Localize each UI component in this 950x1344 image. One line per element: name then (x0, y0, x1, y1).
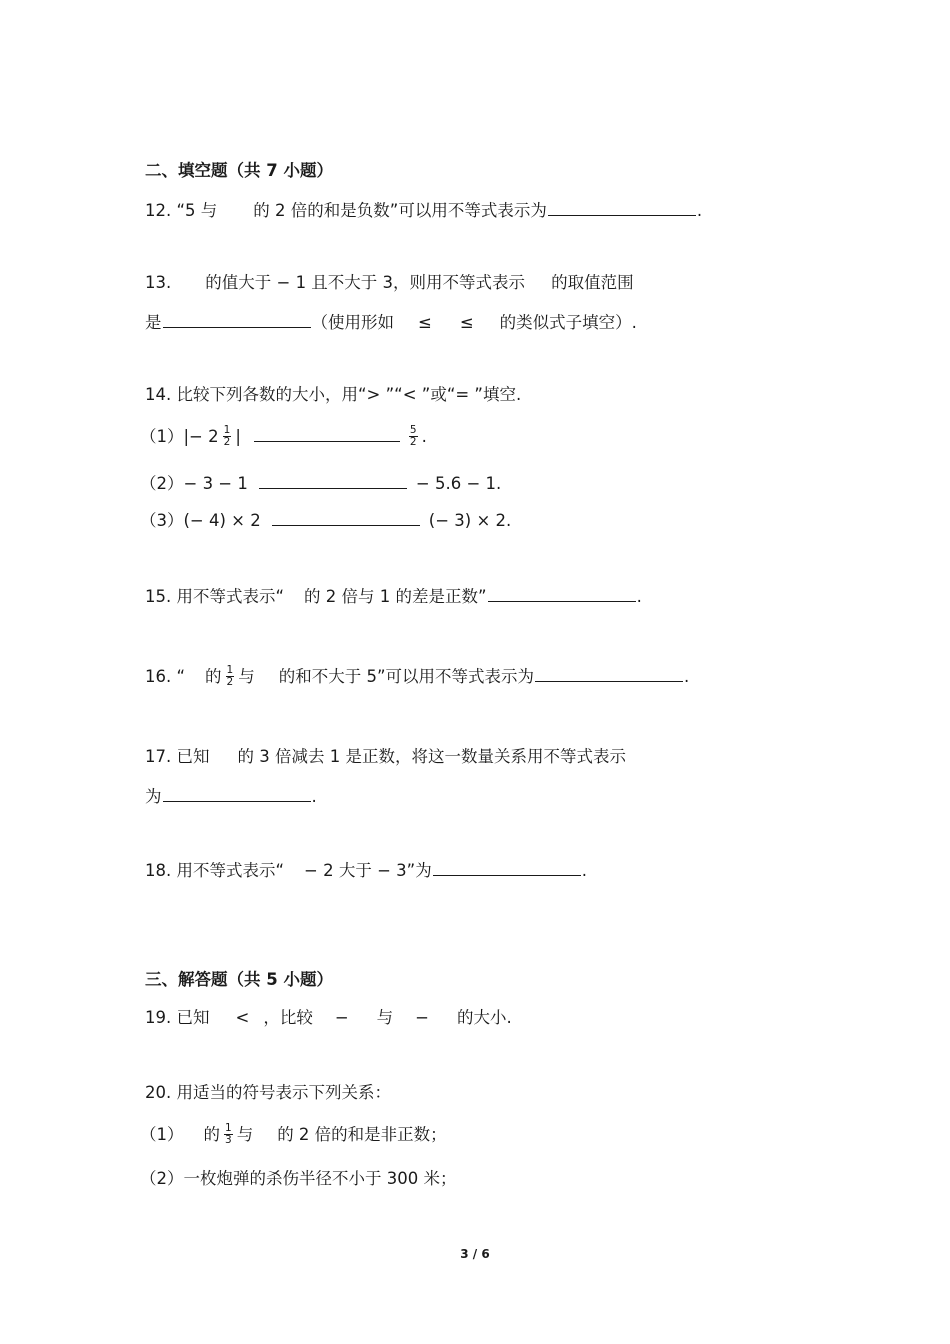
q12-text-b: 的 2 倍的和是负数”可以用不等式表示为 (253, 201, 547, 220)
q18-text-a: 18. 用不等式表示“ (145, 861, 285, 880)
q16-text-b: 的 (205, 667, 222, 686)
fraction-denominator: 3 (225, 1134, 232, 1146)
q20-p1-text-c: 与 (236, 1125, 254, 1144)
q12-text-a: 12. “5 与 (145, 201, 218, 220)
q19-minus-1: − (334, 1008, 349, 1027)
q19-text-c: 与 (376, 1008, 394, 1027)
q12-end: . (696, 201, 703, 220)
page-number: 3 / 6 (460, 1247, 490, 1261)
fraction-numerator: 1 (223, 424, 231, 436)
question-20-stem: 20. 用适当的符号表示下列关系： (145, 1083, 391, 1102)
q13-text-b: 的值大于 − 1 且不大于 3，则用不等式表示 (205, 273, 526, 292)
q16-text-c: 与 (238, 667, 255, 686)
q17-text-a: 17. 已知 (145, 747, 210, 766)
question-13-line-2 (145, 310, 637, 334)
q19-text-a: 19. 已知 (145, 1008, 210, 1027)
question-17-line-2 (145, 784, 317, 808)
answer-blank-18[interactable] (433, 858, 581, 876)
q20-p1-text-b: 的 (203, 1125, 220, 1144)
q16-text-d: 的和不大于 5”可以用不等式表示为 (278, 667, 535, 686)
fraction-denominator: 2 (409, 436, 417, 448)
q14-p1-abs-right: | (235, 427, 241, 446)
q20-fraction (224, 1123, 233, 1146)
answer-blank-14-3[interactable] (272, 508, 420, 526)
question-18 (145, 858, 587, 882)
question-14-part-1 (140, 424, 427, 449)
q13-text-a: 13. (145, 273, 172, 292)
q14-p1-label: （1） (140, 427, 184, 446)
question-14-stem: 14. 比较下列各数的大小，用“> ”“< ”或“= ”填空. (145, 385, 522, 404)
q15-text-b: 的 2 倍与 1 的差是正数” (304, 587, 487, 606)
answer-blank-14-2[interactable] (259, 471, 407, 489)
question-12 (145, 198, 702, 222)
question-14-part-3 (140, 508, 511, 532)
question-19 (145, 1007, 512, 1029)
q16-text-a: 16. “ (145, 667, 186, 686)
q15-text-a: 15. 用不等式表示“ (145, 587, 285, 606)
fraction-numerator: 1 (226, 664, 234, 676)
question-14-part-2 (140, 471, 501, 495)
question-20-part-1 (140, 1124, 447, 1147)
q18-end: . (581, 861, 587, 880)
question-16 (145, 664, 689, 689)
q13-text-f: 的类似式子填空）. (499, 313, 637, 332)
fraction-numerator: 1 (225, 1122, 232, 1134)
q17-text-c: 为 (145, 787, 162, 806)
q14-p2-left: （2）− 3 − 1 (140, 474, 248, 493)
q13-text-e: （使用形如 (311, 313, 394, 332)
answer-blank-15[interactable] (488, 584, 636, 602)
answer-blank-12[interactable] (548, 198, 696, 216)
q13-text-c: 的取值范围 (551, 273, 634, 292)
q14-p3-right: (− 3) × 2. (428, 511, 512, 530)
question-20-part-2: （2）一枚炮弹的杀伤半径不小于 300 米； (140, 1169, 457, 1188)
q13-text-d: 是 (145, 313, 162, 332)
q16-fraction (226, 665, 235, 688)
fraction-denominator: 2 (226, 676, 234, 688)
question-17-line-1 (145, 746, 626, 768)
answer-blank-14-1[interactable] (254, 424, 400, 442)
q14-p1-end: . (421, 427, 427, 446)
q19-text-b: ，比较 (263, 1008, 313, 1027)
fraction-denominator: 2 (223, 436, 231, 448)
q14-p3-left: （3）(− 4) × 2 (140, 511, 261, 530)
question-15 (145, 584, 642, 608)
q14-p1-abs-left: |− 2 (183, 427, 219, 446)
q14-p2-right: − 5.6 − 1. (415, 474, 502, 493)
q20-p1-text-d: 的 2 倍的和是非正数； (277, 1125, 447, 1144)
q14-p1-mixed-fraction (223, 425, 232, 448)
q15-end: . (636, 587, 642, 606)
answer-blank-17[interactable] (163, 784, 311, 802)
q17-text-b: 的 3 倍减去 1 是正数，将这一数量关系用不等式表示 (237, 747, 626, 766)
section-heading-answer: 三、解答题（共 5 小题） (145, 970, 333, 989)
q20-p1-label: （1） (140, 1125, 184, 1144)
q17-end: . (311, 787, 317, 806)
q19-text-d: 的大小. (456, 1008, 512, 1027)
answer-blank-16[interactable] (535, 664, 683, 682)
answer-blank-13[interactable] (163, 310, 311, 328)
section-heading-fill-in: 二、填空题（共 7 小题） (145, 161, 333, 180)
q13-le-2: ≤ (459, 313, 474, 332)
q18-text-b: − 2 大于 − 3”为 (304, 861, 432, 880)
q19-lt: < (235, 1008, 250, 1027)
q14-p1-fraction (409, 425, 418, 448)
q13-le-1: ≤ (418, 313, 432, 332)
question-13-line-1 (145, 272, 634, 294)
q16-end: . (684, 667, 690, 686)
q19-minus-2: − (415, 1008, 429, 1027)
fraction-numerator: 5 (409, 424, 417, 436)
